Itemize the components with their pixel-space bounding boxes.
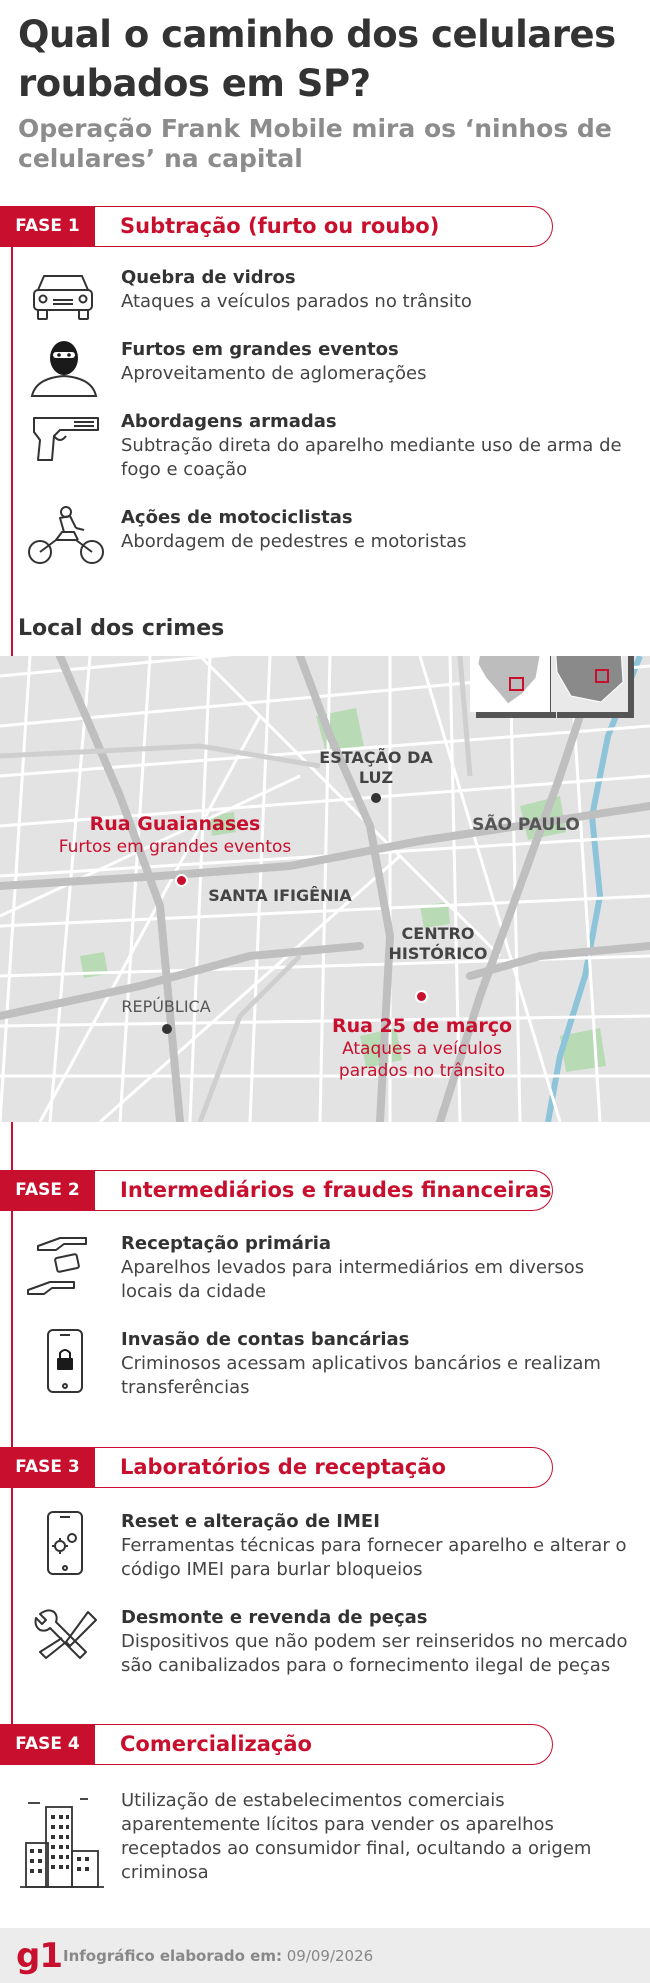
crime-map	[0, 656, 650, 1122]
item-text: Aparelhos levados para intermediários em diversos locais da cidade	[121, 1257, 585, 1302]
phase-title: Comercialização	[120, 1732, 312, 1756]
credit	[63, 1946, 373, 1966]
item-heading: Desmonte e revenda de peças	[121, 1607, 428, 1628]
phase-2-header	[0, 1170, 555, 1211]
masked-thief-icon	[26, 338, 106, 400]
item-heading: Invasão de contas bancárias	[121, 1329, 410, 1350]
map-label-republica: REPÚBLICA	[121, 997, 211, 1016]
item-text: Ferramentas técnicas para fornecer aparelho e alterar o código IMEI para burlar bloqueios	[121, 1535, 627, 1580]
phase-3-header	[0, 1447, 555, 1488]
map-label-estacao-da-luz: ESTAÇÃO DA LUZ	[319, 748, 433, 787]
crime-site-rua-25-de-marco	[322, 1014, 522, 1082]
item-text: Aproveitamento de aglomerações	[121, 363, 427, 384]
item-heading: Receptação primária	[121, 1233, 332, 1254]
phase-4-header	[0, 1724, 555, 1765]
item-heading: Ações de motociclistas	[121, 507, 353, 528]
locator-map-brazil	[470, 656, 550, 712]
tools-icon	[26, 1606, 106, 1668]
item-text: Ataques a veículos parados no trânsito	[121, 291, 472, 312]
crime-site-description: Furtos em grandes eventos	[58, 837, 292, 857]
crime-marker	[415, 990, 428, 1003]
phase-tag: FASE 3	[0, 1447, 95, 1488]
crime-site-rua-guaianases	[50, 812, 300, 858]
locator-map-sp-state	[551, 656, 628, 712]
page-subtitle: Operação Frank Mobile mira os ‘ninhos de celulares’ na capital	[18, 114, 612, 173]
car-icon	[26, 266, 106, 328]
pistol-icon	[26, 410, 106, 472]
map-dot-republica	[162, 1024, 172, 1034]
footer	[0, 1928, 650, 1983]
phase-title: Subtração (furto ou roubo)	[120, 214, 440, 238]
crime-marker	[175, 874, 188, 887]
credit-date: 09/09/2026	[286, 1947, 374, 1965]
phase-tag: FASE 4	[0, 1724, 95, 1765]
phase-tag: FASE 2	[0, 1170, 95, 1211]
map-label-santa-ifigenia: SANTA IFIGÊNIA	[208, 886, 352, 905]
item-heading: Furtos em grandes eventos	[121, 339, 399, 360]
item-heading: Abordagens armadas	[121, 411, 337, 432]
item-text: Utilização de estabelecimentos comerciais aparentemente lícitos para vender os aparelhos receptados ao consumidor final, ocultando a origem criminosa	[121, 1790, 592, 1883]
phase-tag: FASE 1	[0, 206, 95, 247]
phase-title: Laboratórios de receptação	[120, 1455, 446, 1479]
buildings-icon	[20, 1797, 104, 1889]
map-dot-estacao-da-luz	[371, 793, 381, 803]
item-text: Subtração direta do aparelho mediante uso de arma de fogo e coação	[121, 435, 622, 480]
motorcyclist-icon	[26, 506, 106, 568]
crime-site-description: Ataques a veículos parados no trânsito	[338, 1039, 506, 1081]
map-section-label: Local dos crimes	[18, 616, 225, 641]
item-text: Criminosos acessam aplicativos bancários e realizam transferências	[121, 1353, 601, 1398]
phase-title: Intermediários e fraudes financeiras	[120, 1178, 552, 1202]
item-text: Abordagem de pedestres e motoristas	[121, 531, 467, 552]
phone-gears-icon	[26, 1510, 106, 1572]
g1-logo: g1	[16, 1936, 62, 1976]
item-heading: Quebra de vidros	[121, 267, 296, 288]
phone-lock-icon	[26, 1328, 106, 1390]
item-text: Dispositivos que não podem ser reinseridos no mercado são canibalizados para o fornecimento ilegal de peças	[121, 1631, 628, 1676]
credit-label: Infográfico elaborado em:	[63, 1947, 282, 1965]
crime-site-name: Rua 25 de março	[331, 1015, 513, 1037]
map-label-sao-paulo: SÃO PAULO	[472, 815, 580, 835]
item-heading: Reset e alteração de IMEI	[121, 1511, 380, 1532]
hands-passing-phone-icon	[26, 1232, 106, 1294]
phase-1-header	[0, 206, 555, 247]
map-label-centro-historico: CENTRO HISTÓRICO	[388, 924, 488, 963]
crime-site-name: Rua Guaianases	[89, 813, 261, 835]
page-title: Qual o caminho dos celulares roubados em SP?	[18, 13, 616, 105]
